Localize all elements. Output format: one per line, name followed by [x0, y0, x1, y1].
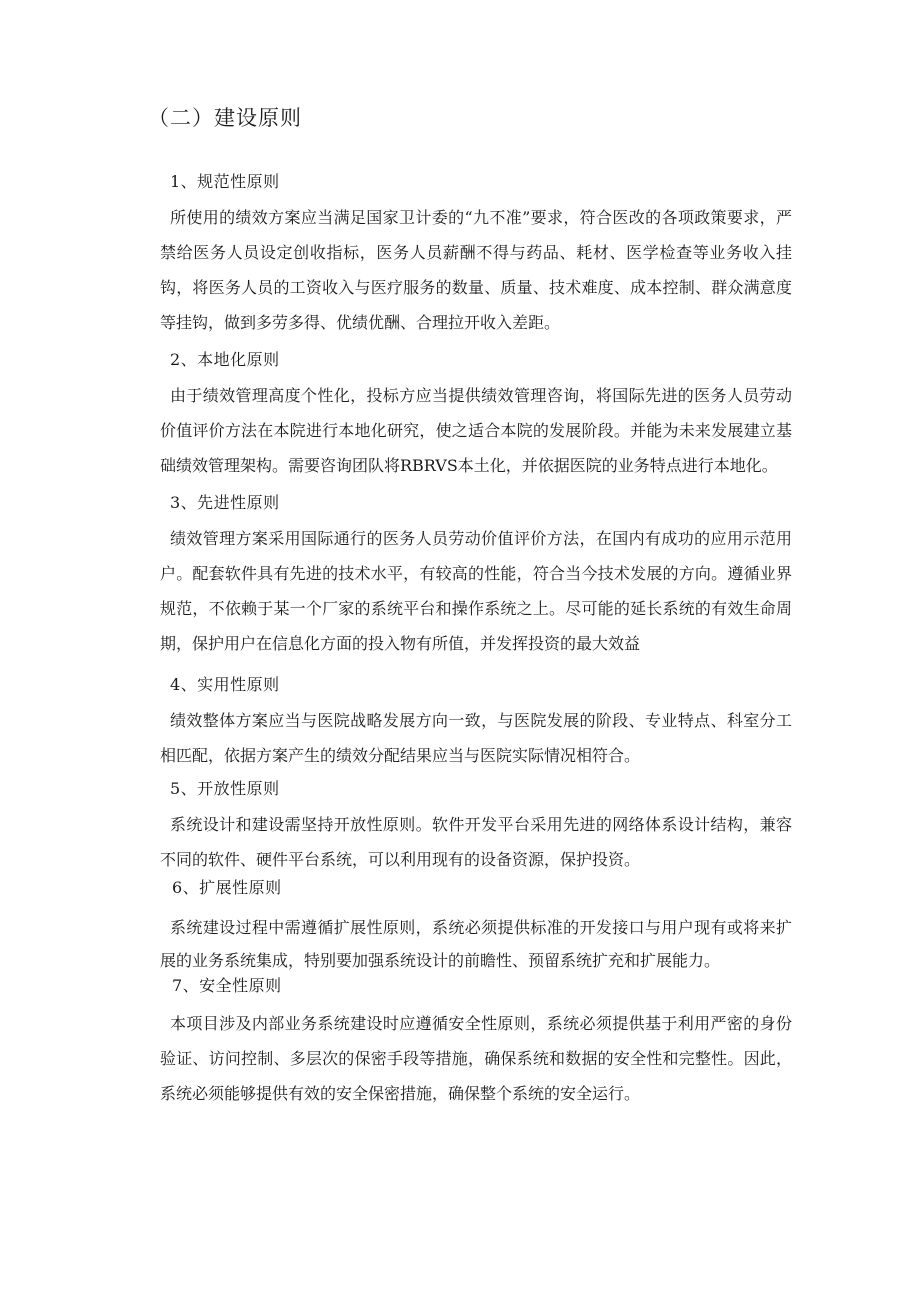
paragraph-localization-principle: 由于绩效管理高度个性化，投标方应当提供绩效管理咨询，将国际先进的医务人员劳动价值评价方法在本院进行本地化研究，使之适合本院的发展阶段。并能为未来发展建立基础绩效管理架构。需要咨询团队将RBRVS本土化，并依据医院的业务特点进行本地化。 [160, 386, 792, 475]
paragraph-practicality-principle: 绩效整体方案应当与医院战略发展方向一致，与医院发展的阶段、专业特点、科室分工相匹配，依据方案产生的绩效分配结果应当与医院实际情况相符合。 [160, 711, 792, 765]
paragraph-openness-principle: 系统设计和建设需坚持开放性原则。软件开发平台采用先进的网络体系设计结构，兼容不同的软件、硬件平台系统，可以利用现有的设备资源，保护投资。 [160, 815, 792, 869]
heading-normative-principle: 1、规范性原则 [170, 172, 280, 191]
paragraph-security-principle: 本项目涉及内部业务系统建设时应遵循安全性原则，系统必须提供基于利用严密的身份验证、访问控制、多层次的保密手段等措施，确保系统和数据的安全性和完整性。因此，系统必须能够提供有效的安全保密措施，确保整个系统的安全运行。 [160, 1014, 792, 1103]
heading-extensibility-principle: 6、扩展性原则 [172, 878, 282, 897]
paragraph-extensibility-principle: 系统建设过程中需遵循扩展性原则，系统必须提供标准的开发接口与用户现有或将来扩展的业务系统集成，特别要加强系统设计的前瞻性、预留系统扩充和扩展能力。 [160, 918, 792, 970]
heading-advanced-principle: 3、先进性原则 [170, 493, 280, 512]
paragraph-normative-principle: 所使用的绩效方案应当满足国家卫计委的“九不准”要求，符合医改的各项政策要求，严禁给医务人员设定创收指标，医务人员薪酬不得与药品、耗材、医学检查等业务收入挂钩，将医务人员的工资收入与医疗服务的数量、质量、技术难度、成本控制、群众满意度等挂钩，做到多劳多得、优绩优酬、合理拉开收入差距。 [160, 208, 792, 332]
heading-security-principle: 7、安全性原则 [172, 976, 282, 995]
paragraph-advanced-principle: 绩效管理方案采用国际通行的医务人员劳动价值评价方法，在国内有成功的应用示范用户。配套软件具有先进的技术水平，有较高的性能，符合当今技术发展的方向。遵循业界规范，不依赖于某一个厂家的系统平台和操作系统之上。尽可能的延长系统的有效生命周期，保护用户在信息化方面的投入物有所值，并发挥投资的最大效益 [160, 529, 792, 653]
heading-practicality-principle: 4、实用性原则 [170, 675, 280, 694]
heading-localization-principle: 2、本地化原则 [170, 350, 280, 369]
section-title: （二）建设原则 [148, 106, 302, 130]
heading-openness-principle: 5、开放性原则 [170, 779, 280, 798]
